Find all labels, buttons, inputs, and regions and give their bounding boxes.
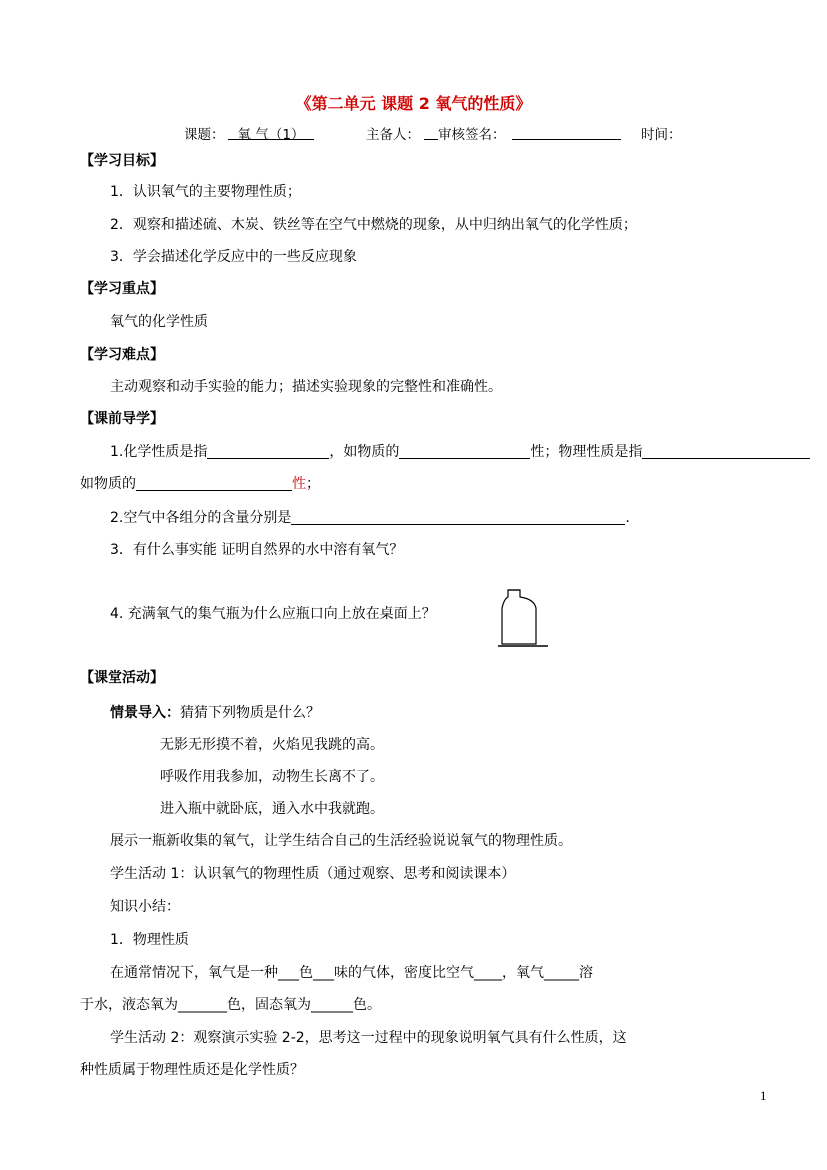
goals-heading: 【学习目标】 xyxy=(80,153,164,169)
q1-blank-2 xyxy=(399,444,530,459)
riddle-line: 进入瓶中就卧底，通入水中我就跑。 xyxy=(160,801,384,817)
intro-text: 猜猜下列物质是什么？ xyxy=(180,705,320,721)
gas-jar-icon xyxy=(494,588,554,650)
riddle-line: 无影无形摸不着，火焰见我跳的高。 xyxy=(160,737,384,753)
q1-part-c: 性；物理性质是指 xyxy=(530,444,643,460)
q1-blank-1 xyxy=(207,444,329,459)
goal-item: 1．认识氧气的主要物理性质； xyxy=(110,184,301,200)
q1-part-f: ； xyxy=(306,476,320,492)
time-label: 时间： xyxy=(641,127,682,143)
q2-text: 2.空气中各组分的含量分别是 xyxy=(110,510,292,526)
intro-line xyxy=(110,702,320,722)
riddle-line: 呼吸作用我参加，动物生长离不了。 xyxy=(160,769,384,785)
activity-1: 学生活动 1：认识氧气的物理性质（通过观察、思考和阅读课本） xyxy=(110,866,516,882)
topic-label: 课题： xyxy=(184,127,225,143)
reviewer-blank xyxy=(512,123,621,140)
q1-part-d: 如物质的 xyxy=(80,476,136,492)
q1-blank-4 xyxy=(136,476,292,491)
preparer-blank xyxy=(424,123,438,140)
intro-label: 情景导入： xyxy=(110,705,180,721)
topic-value-text: 氧 气（1） xyxy=(237,127,305,143)
focus-text: 氧气的化学性质 xyxy=(110,314,208,330)
q1-part-a: 1.化学性质是指 xyxy=(110,444,208,460)
reviewer-label: 审核签名： xyxy=(438,127,506,143)
physical-properties-line-2: 于水，液态氧为_______色，固态氧为______色。 xyxy=(80,997,381,1013)
preview-q1-line2 xyxy=(80,473,320,493)
activity-2-line-1: 学生活动 2：观察演示实验 2-2，思考这一过程中的现象说明氧气具有什么性质，这 xyxy=(110,1030,627,1046)
preview-q2 xyxy=(110,507,630,527)
physical-properties-heading: 1．物理性质 xyxy=(110,932,189,948)
preparer-label: 主备人： xyxy=(366,127,420,143)
q1-part-b: ，如物质的 xyxy=(329,444,400,460)
q1-part-e: 性 xyxy=(292,476,306,492)
summary-label: 知识小结： xyxy=(110,899,180,915)
q2-end: . xyxy=(625,510,630,526)
topic-value xyxy=(228,123,314,143)
physical-properties-line-1: 在通常情况下，氧气是一种___色___味的气体，密度比空气____，氧气_____溶 xyxy=(110,965,593,981)
focus-heading: 【学习重点】 xyxy=(80,281,164,297)
preview-q3: 3．有什么事实能 证明自然界的水中溶有氧气？ xyxy=(110,542,404,558)
preview-heading: 【课前导学】 xyxy=(80,411,164,427)
show-text: 展示一瓶新收集的氧气，让学生结合自己的生活经验说说氧气的物理性质。 xyxy=(110,833,572,849)
page-title: 《第二单元 课题 2 氧气的性质》 xyxy=(295,94,532,113)
page-number: 1 xyxy=(760,1088,767,1103)
q1-blank-3 xyxy=(642,444,810,459)
difficulty-heading: 【学习难点】 xyxy=(80,347,164,363)
goal-item: 3．学会描述化学反应中的一些反应现象 xyxy=(110,249,357,265)
q2-blank xyxy=(291,510,625,525)
difficulty-text: 主动观察和动手实验的能力；描述实验现象的完整性和准确性。 xyxy=(110,379,502,395)
activity-2-line-2: 种性质属于物理性质还是化学性质？ xyxy=(80,1062,304,1078)
preview-q4: 4. 充满氧气的集气瓶为什么应瓶口向上放在桌面上？ xyxy=(110,606,436,622)
activity-heading: 【课堂活动】 xyxy=(80,670,164,686)
preview-q1-line1 xyxy=(110,441,810,461)
goal-item: 2．观察和描述硫、木炭、铁丝等在空气中燃烧的现象，从中归纳出氧气的化学性质； xyxy=(110,217,637,233)
